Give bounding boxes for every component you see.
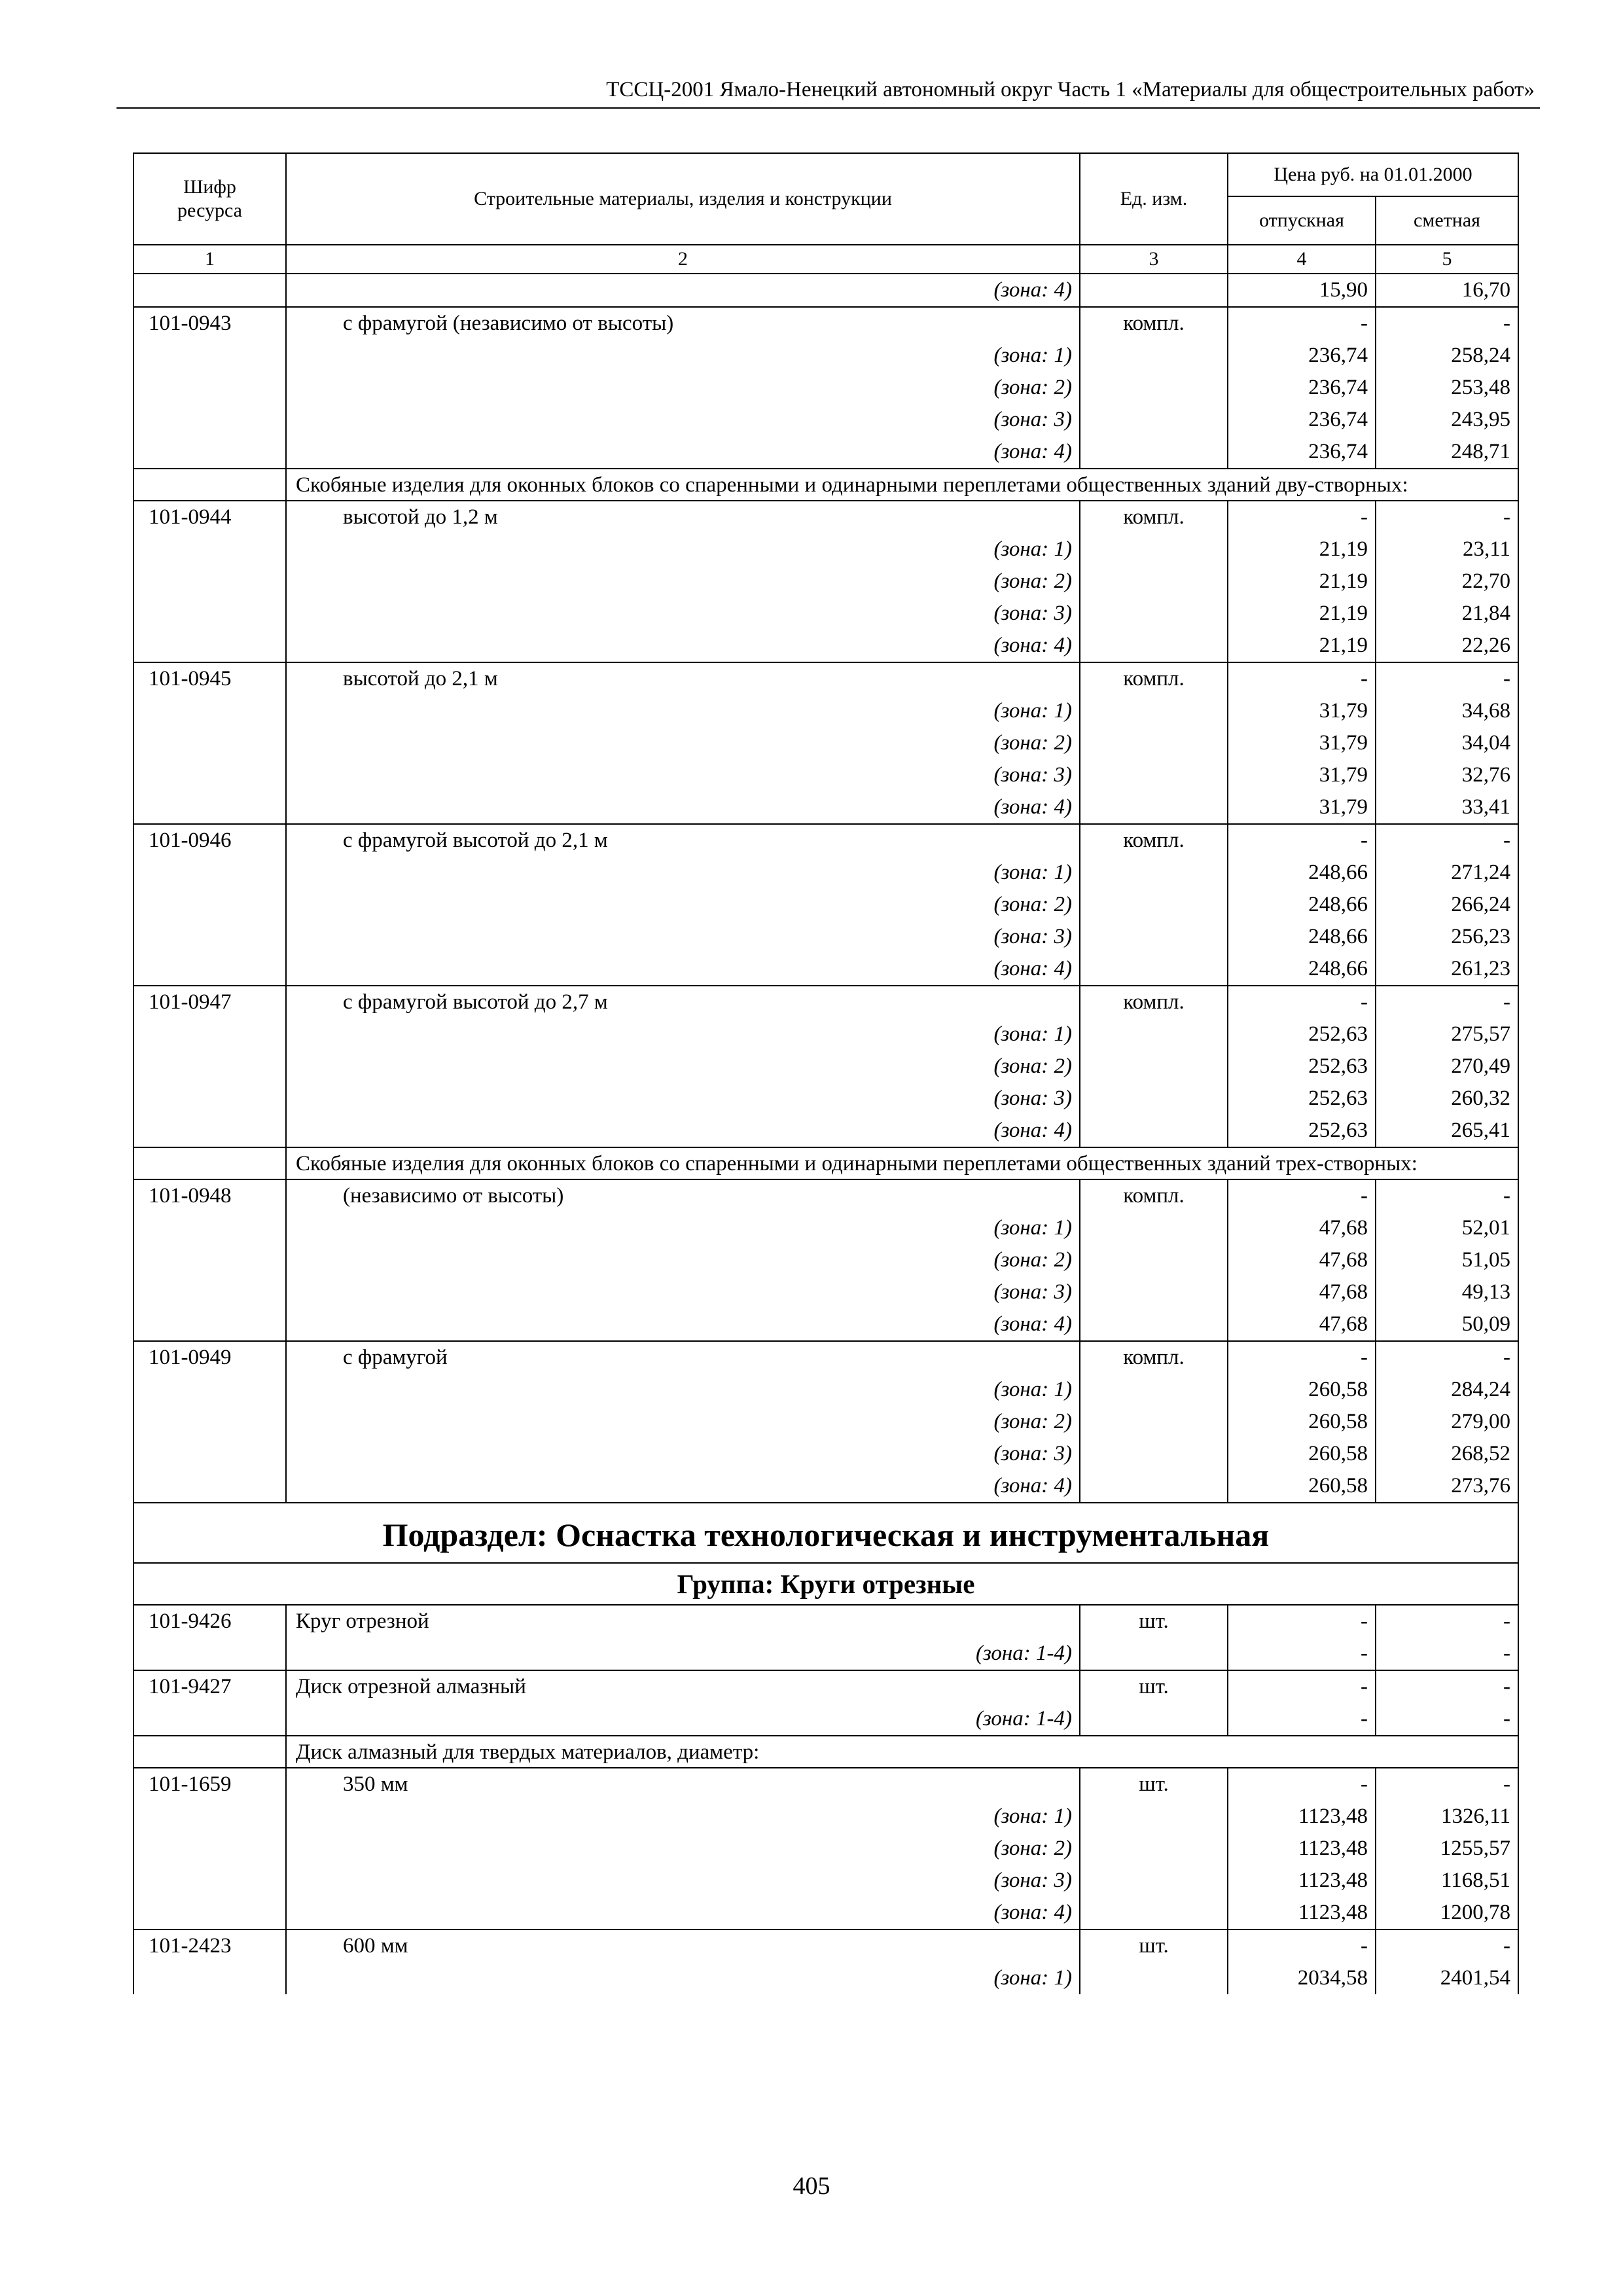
resource-code: 101-0943 xyxy=(134,307,286,340)
zone-row xyxy=(134,1962,1518,1994)
release-price: 236,74 xyxy=(1228,372,1376,404)
col-estimate-header: сметная xyxy=(1376,196,1518,245)
estimate-price: 16,70 xyxy=(1376,274,1518,307)
item-unit: шт. xyxy=(1080,1670,1228,1703)
release-price: 260,58 xyxy=(1228,1470,1376,1503)
running-header xyxy=(116,73,1540,109)
table-body-lower xyxy=(134,1605,1518,1994)
zone-row xyxy=(134,791,1518,824)
zone-label: (зона: 1-4) xyxy=(286,1703,1080,1736)
col-number: 3 xyxy=(1080,245,1228,274)
group-row xyxy=(134,1563,1518,1605)
zone-row xyxy=(134,759,1518,791)
release-price: 47,68 xyxy=(1228,1212,1376,1244)
item-name: (независимо от высоты) xyxy=(286,1179,1080,1212)
zone-row xyxy=(134,1115,1518,1147)
subsection-title: Подраздел: Оснастка технологическая и инструментальная xyxy=(134,1503,1518,1563)
release-price: 31,79 xyxy=(1228,759,1376,791)
estimate-price: 52,01 xyxy=(1376,1212,1518,1244)
item-row xyxy=(134,1605,1518,1638)
release-price: 248,66 xyxy=(1228,921,1376,953)
zone-row xyxy=(134,1638,1518,1670)
zone-label: (зона: 3) xyxy=(286,1438,1080,1470)
release-price: - xyxy=(1228,1929,1376,1962)
estimate-price: 1326,11 xyxy=(1376,1801,1518,1833)
release-price: - xyxy=(1228,662,1376,695)
zone-row xyxy=(134,1703,1518,1736)
zone-label: (зона: 1) xyxy=(286,1212,1080,1244)
estimate-price: - xyxy=(1376,1670,1518,1703)
estimate-price: 21,84 xyxy=(1376,598,1518,630)
item-name: высотой до 1,2 м xyxy=(286,501,1080,533)
release-price: - xyxy=(1228,1768,1376,1801)
zone-row xyxy=(134,533,1518,565)
estimate-price: 273,76 xyxy=(1376,1470,1518,1503)
release-price: 21,19 xyxy=(1228,598,1376,630)
zone-row xyxy=(134,1470,1518,1503)
item-unit: шт. xyxy=(1080,1605,1228,1638)
estimate-price: - xyxy=(1376,307,1518,340)
zone-label: (зона: 3) xyxy=(286,404,1080,436)
item-row xyxy=(134,307,1518,340)
col-number: 1 xyxy=(134,245,286,274)
item-unit: компл. xyxy=(1080,501,1228,533)
resource-code: 101-0947 xyxy=(134,986,286,1018)
zone-row xyxy=(134,598,1518,630)
col-number: 4 xyxy=(1228,245,1376,274)
estimate-price: 279,00 xyxy=(1376,1406,1518,1438)
release-price: 248,66 xyxy=(1228,889,1376,921)
estimate-price: 23,11 xyxy=(1376,533,1518,565)
estimate-price: - xyxy=(1376,1768,1518,1801)
zone-label: (зона: 4) xyxy=(286,630,1080,662)
release-price: 1123,48 xyxy=(1228,1801,1376,1833)
estimate-price: 2401,54 xyxy=(1376,1962,1518,1994)
zone-row xyxy=(134,340,1518,372)
col-number: 2 xyxy=(286,245,1080,274)
resource-code: 101-0946 xyxy=(134,824,286,857)
item-name: 600 мм xyxy=(286,1929,1080,1962)
resource-code: 101-1659 xyxy=(134,1768,286,1801)
estimate-price: 265,41 xyxy=(1376,1115,1518,1147)
zone-row xyxy=(134,436,1518,469)
release-price: 47,68 xyxy=(1228,1244,1376,1276)
estimate-price: 1255,57 xyxy=(1376,1833,1518,1865)
col-name-header: Строительные материалы, изделия и конструкции xyxy=(286,153,1080,245)
estimate-price: 49,13 xyxy=(1376,1276,1518,1308)
estimate-price: - xyxy=(1376,662,1518,695)
release-price: 31,79 xyxy=(1228,727,1376,759)
zone-label: (зона: 2) xyxy=(286,372,1080,404)
col-price-header: Цена руб. на 01.01.2000 xyxy=(1228,153,1518,196)
release-price: 236,74 xyxy=(1228,340,1376,372)
caption-row xyxy=(134,1147,1518,1179)
item-unit: компл. xyxy=(1080,307,1228,340)
estimate-price: 32,76 xyxy=(1376,759,1518,791)
release-price: 260,58 xyxy=(1228,1374,1376,1406)
zone-row xyxy=(134,1050,1518,1083)
item-row xyxy=(134,1768,1518,1801)
release-price: - xyxy=(1228,1179,1376,1212)
release-price: 236,74 xyxy=(1228,436,1376,469)
zone-label: (зона: 3) xyxy=(286,598,1080,630)
item-name: высотой до 2,1 м xyxy=(286,662,1080,695)
release-price: 47,68 xyxy=(1228,1308,1376,1341)
resource-code: 101-0949 xyxy=(134,1341,286,1374)
release-price: 47,68 xyxy=(1228,1276,1376,1308)
release-price: 1123,48 xyxy=(1228,1833,1376,1865)
zone-label: (зона: 1) xyxy=(286,857,1080,889)
group-title: Группа: Круги отрезные xyxy=(134,1563,1518,1605)
release-price: - xyxy=(1228,986,1376,1018)
estimate-price: - xyxy=(1376,1638,1518,1670)
estimate-price: 253,48 xyxy=(1376,372,1518,404)
release-price: 248,66 xyxy=(1228,857,1376,889)
zone-row xyxy=(134,727,1518,759)
resource-code: 101-0944 xyxy=(134,501,286,533)
estimate-price: 243,95 xyxy=(1376,404,1518,436)
release-price: 2034,58 xyxy=(1228,1962,1376,1994)
col-number: 5 xyxy=(1376,245,1518,274)
zone-row xyxy=(134,1212,1518,1244)
item-row xyxy=(134,662,1518,695)
release-price: 21,19 xyxy=(1228,565,1376,598)
col-release-header: отпускная xyxy=(1228,196,1376,245)
caption-text: Скобяные изделия для оконных блоков со спаренными и одинарными переплетами общественных зданий трех-створных: xyxy=(286,1147,1518,1179)
item-name: с фрамугой (независимо от высоты) xyxy=(286,307,1080,340)
release-price: - xyxy=(1228,1670,1376,1703)
zone-row xyxy=(134,372,1518,404)
release-price: 236,74 xyxy=(1228,404,1376,436)
caption-text: Скобяные изделия для оконных блоков со спаренными и одинарными переплетами общественных зданий дву-створных: xyxy=(286,469,1518,501)
release-price: - xyxy=(1228,1341,1376,1374)
estimate-price: - xyxy=(1376,1703,1518,1736)
zone-label: (зона: 4) xyxy=(286,1115,1080,1147)
zone-label: (зона: 1) xyxy=(286,1018,1080,1050)
release-price: 1123,48 xyxy=(1228,1865,1376,1897)
estimate-price: 258,24 xyxy=(1376,340,1518,372)
estimate-price: 256,23 xyxy=(1376,921,1518,953)
release-price: 260,58 xyxy=(1228,1406,1376,1438)
release-price: - xyxy=(1228,307,1376,340)
zone-label: (зона: 3) xyxy=(286,1083,1080,1115)
zone-label: (зона: 2) xyxy=(286,889,1080,921)
estimate-price: - xyxy=(1376,824,1518,857)
estimate-price: 33,41 xyxy=(1376,791,1518,824)
resource-code: 101-2423 xyxy=(134,1929,286,1962)
release-price: - xyxy=(1228,1605,1376,1638)
release-price: 248,66 xyxy=(1228,953,1376,986)
zone-label: (зона: 3) xyxy=(286,759,1080,791)
zone-label: (зона: 4) xyxy=(286,791,1080,824)
caption-text: Диск алмазный для твердых материалов, диаметр: xyxy=(286,1736,1518,1768)
zone-row xyxy=(134,889,1518,921)
release-price: 15,90 xyxy=(1228,274,1376,307)
col-code-header: Шифр ресурса xyxy=(134,153,286,245)
zone-label: (зона: 3) xyxy=(286,1276,1080,1308)
zone-label: (зона: 3) xyxy=(286,921,1080,953)
zone-label: (зона: 2) xyxy=(286,727,1080,759)
item-row xyxy=(134,1670,1518,1703)
zone-label: (зона: 1) xyxy=(286,533,1080,565)
resource-code: 101-0948 xyxy=(134,1179,286,1212)
zone-row xyxy=(134,1308,1518,1341)
item-unit: компл. xyxy=(1080,986,1228,1018)
release-price: - xyxy=(1228,824,1376,857)
item-row xyxy=(134,1341,1518,1374)
zone-row xyxy=(134,1865,1518,1897)
zone-row xyxy=(134,1276,1518,1308)
zone-row xyxy=(134,565,1518,598)
item-name: с фрамугой xyxy=(286,1341,1080,1374)
estimate-price: 34,68 xyxy=(1376,695,1518,727)
zone-row xyxy=(134,695,1518,727)
zone-row xyxy=(134,921,1518,953)
release-price: 31,79 xyxy=(1228,791,1376,824)
estimate-price: 22,70 xyxy=(1376,565,1518,598)
estimate-price: - xyxy=(1376,986,1518,1018)
release-price: 252,63 xyxy=(1228,1050,1376,1083)
estimate-price: 261,23 xyxy=(1376,953,1518,986)
caption-row xyxy=(134,469,1518,501)
release-price: 1123,48 xyxy=(1228,1897,1376,1929)
zone-label: (зона: 1) xyxy=(286,1962,1080,1994)
release-price: 21,19 xyxy=(1228,630,1376,662)
estimate-price: 266,24 xyxy=(1376,889,1518,921)
estimate-price: 284,24 xyxy=(1376,1374,1518,1406)
zone-row xyxy=(134,274,1518,307)
resource-code: 101-9426 xyxy=(134,1605,286,1638)
zone-row xyxy=(134,1897,1518,1929)
zone-row xyxy=(134,1801,1518,1833)
estimate-price: 22,26 xyxy=(1376,630,1518,662)
estimate-price: - xyxy=(1376,1605,1518,1638)
zone-label: (зона: 2) xyxy=(286,1406,1080,1438)
item-name: Круг отрезной xyxy=(286,1605,1080,1638)
item-unit: компл. xyxy=(1080,1341,1228,1374)
release-price: 31,79 xyxy=(1228,695,1376,727)
estimate-price: - xyxy=(1376,501,1518,533)
zone-row xyxy=(134,1438,1518,1470)
item-row xyxy=(134,1929,1518,1962)
release-price: - xyxy=(1228,501,1376,533)
estimate-price: 1200,78 xyxy=(1376,1897,1518,1929)
zone-label: (зона: 1) xyxy=(286,695,1080,727)
release-price: 260,58 xyxy=(1228,1438,1376,1470)
item-name: с фрамугой высотой до 2,7 м xyxy=(286,986,1080,1018)
caption-row xyxy=(134,1736,1518,1768)
item-name: с фрамугой высотой до 2,1 м xyxy=(286,824,1080,857)
zone-label: (зона: 2) xyxy=(286,1244,1080,1276)
zone-row xyxy=(134,857,1518,889)
item-row xyxy=(134,1179,1518,1212)
page-number: 405 xyxy=(793,2172,830,2200)
estimate-price: 260,32 xyxy=(1376,1083,1518,1115)
estimate-price: 275,57 xyxy=(1376,1018,1518,1050)
estimate-price: 270,49 xyxy=(1376,1050,1518,1083)
zone-label: (зона: 4) xyxy=(286,953,1080,986)
zone-label: (зона: 4) xyxy=(286,436,1080,469)
estimate-price: 268,52 xyxy=(1376,1438,1518,1470)
estimate-price: - xyxy=(1376,1341,1518,1374)
item-name: 350 мм xyxy=(286,1768,1080,1801)
item-unit: шт. xyxy=(1080,1768,1228,1801)
zone-label: (зона: 1) xyxy=(286,1801,1080,1833)
release-price: - xyxy=(1228,1703,1376,1736)
estimate-price: 50,09 xyxy=(1376,1308,1518,1341)
release-price: 252,63 xyxy=(1228,1083,1376,1115)
resource-code: 101-0945 xyxy=(134,662,286,695)
estimate-price: 271,24 xyxy=(1376,857,1518,889)
zone-label: (зона: 1-4) xyxy=(286,1638,1080,1670)
header-title: ТССЦ-2001 Ямало-Ненецкий автономный округ Часть 1 «Материалы для общестроительных работ» xyxy=(606,78,1535,101)
zone-label: (зона: 4) xyxy=(286,1308,1080,1341)
zone-label: (зона: 2) xyxy=(286,565,1080,598)
estimate-price: - xyxy=(1376,1929,1518,1962)
price-table xyxy=(133,152,1519,1994)
item-row xyxy=(134,824,1518,857)
col-unit-header: Ед. изм. xyxy=(1080,153,1228,245)
zone-row xyxy=(134,1833,1518,1865)
zone-label: (зона: 4) xyxy=(286,1470,1080,1503)
resource-code: 101-9427 xyxy=(134,1670,286,1703)
release-price: - xyxy=(1228,1638,1376,1670)
item-unit: шт. xyxy=(1080,1929,1228,1962)
item-unit: компл. xyxy=(1080,662,1228,695)
subsection-row xyxy=(134,1503,1518,1563)
zone-row xyxy=(134,630,1518,662)
estimate-price: 34,04 xyxy=(1376,727,1518,759)
estimate-price: - xyxy=(1376,1179,1518,1212)
item-name: Диск отрезной алмазный xyxy=(286,1670,1080,1703)
zone-row xyxy=(134,1018,1518,1050)
zone-row xyxy=(134,1083,1518,1115)
item-row xyxy=(134,501,1518,533)
release-price: 252,63 xyxy=(1228,1018,1376,1050)
estimate-price: 51,05 xyxy=(1376,1244,1518,1276)
item-row xyxy=(134,986,1518,1018)
zone-label: (зона: 4) xyxy=(286,1897,1080,1929)
item-unit: компл. xyxy=(1080,1179,1228,1212)
release-price: 252,63 xyxy=(1228,1115,1376,1147)
item-unit: компл. xyxy=(1080,824,1228,857)
zone-label: (зона: 2) xyxy=(286,1833,1080,1865)
zone-row xyxy=(134,953,1518,986)
zone-label: (зона: 3) xyxy=(286,1865,1080,1897)
estimate-price: 248,71 xyxy=(1376,436,1518,469)
estimate-price: 1168,51 xyxy=(1376,1865,1518,1897)
release-price: 21,19 xyxy=(1228,533,1376,565)
zone-row xyxy=(134,1406,1518,1438)
zone-label: (зона: 2) xyxy=(286,1050,1080,1083)
table-body-upper xyxy=(134,274,1518,1503)
zone-row xyxy=(134,1374,1518,1406)
zone-row xyxy=(134,404,1518,436)
zone-label: (зона: 1) xyxy=(286,1374,1080,1406)
zone-label: (зона: 1) xyxy=(286,340,1080,372)
zone-row xyxy=(134,1244,1518,1276)
zone-label: (зона: 4) xyxy=(286,274,1080,307)
